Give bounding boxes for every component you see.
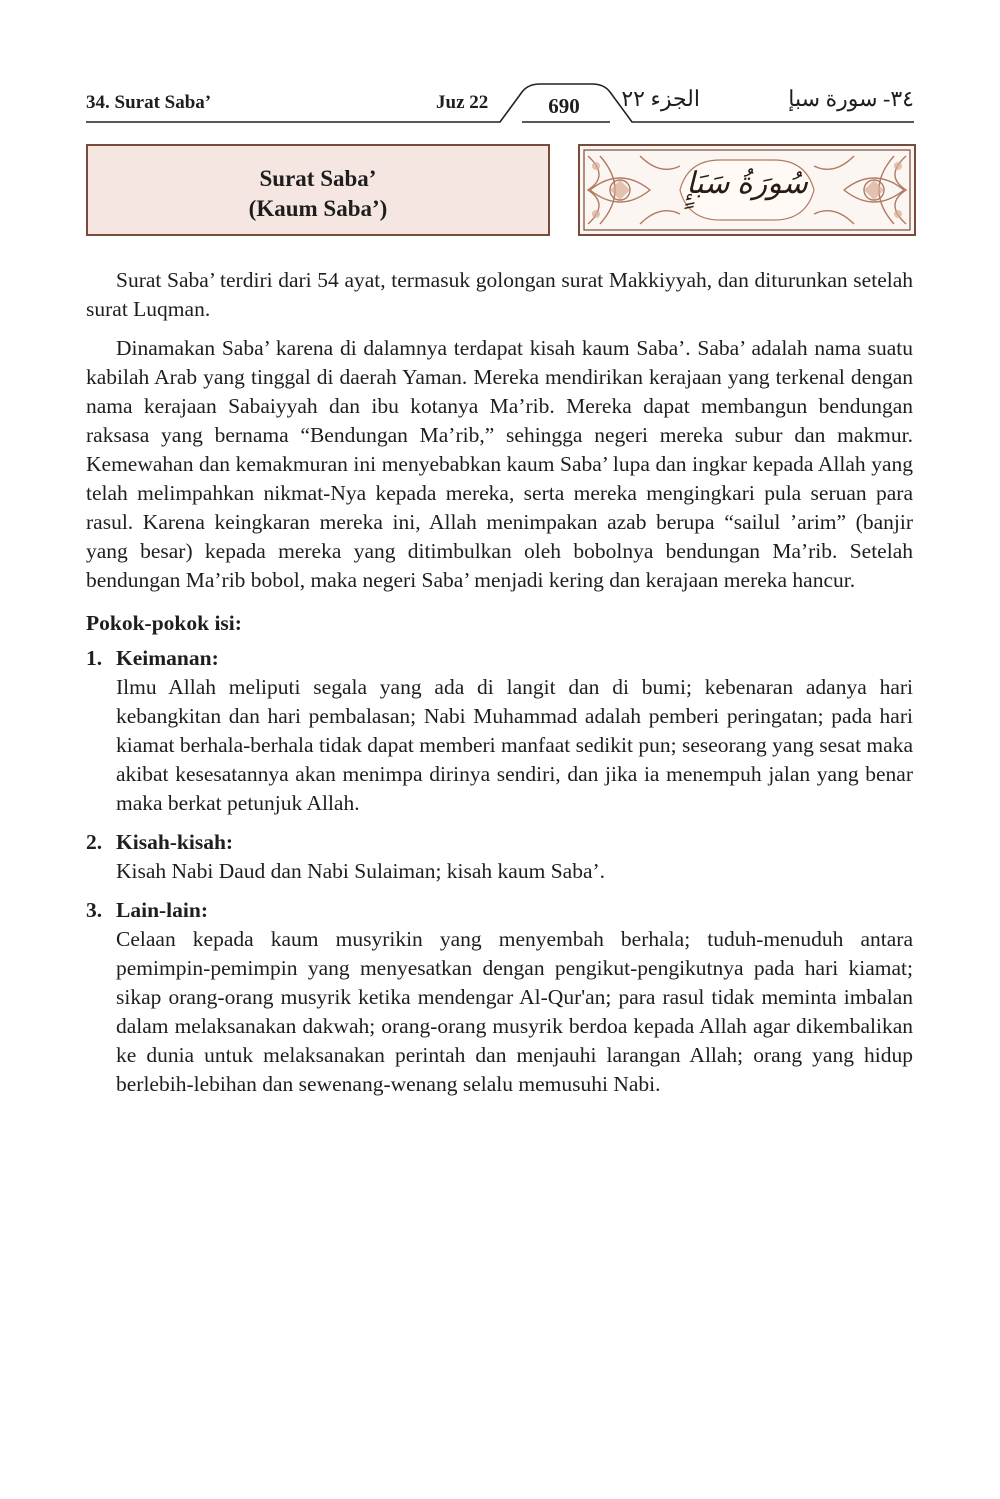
item-body: Ilmu Allah meliputi segala yang ada di langit dan di bumi; kebenaran adanya hari kebangkitan dan hari pembalasan; Nabi Muhammad adalah pemberi peringatan; pada hari kiamat berhala-berhala tidak dapat memberi manfaat sedikit pun; seseorang yang sesat maka akibat kesesatannya akan menimpa dirinya sendiri, dan jika ia menempuh jalan yang benar maka berkat petunjuk Allah.: [116, 675, 913, 815]
header-surah-label: 34. Surat Saba’: [86, 92, 212, 113]
contents-heading: Pokok-pokok isi:: [86, 611, 242, 635]
running-header: [0, 0, 1000, 130]
surah-introduction: [86, 266, 913, 1109]
surah-title: Surat Saba’: [259, 166, 377, 191]
intro-paragraph: Surat Saba’ terdiri dari 54 ayat, termasuk golongan surat Makkiyyah, dan diturunkan setelah surat Luqman.: [86, 268, 913, 321]
item-number: 1.: [86, 646, 103, 670]
item-title: Keimanan:: [116, 646, 219, 670]
item-title: Kisah-kisah:: [116, 830, 234, 854]
contents-item: [86, 644, 913, 818]
contents-item: [86, 828, 913, 886]
header-juz-label: Juz 22: [436, 92, 489, 113]
surah-subtitle: (Kaum Saba’): [248, 196, 388, 221]
item-body: Kisah Nabi Daud dan Nabi Sulaiman; kisah kaum Saba’.: [116, 859, 606, 883]
page-number: 690: [548, 94, 580, 118]
item-number: 3.: [86, 898, 103, 922]
surah-title-box: [86, 144, 550, 236]
header-arabic-surah: ٣٤- سورة سبإ: [788, 86, 914, 111]
item-number: 2.: [86, 830, 103, 854]
calligraphy-ornament: [578, 144, 916, 236]
item-title: Lain-lain:: [116, 898, 208, 922]
arabic-surah-calligraphy: سُورَةُ سَبَإٍ: [686, 167, 808, 200]
contents-item: [86, 896, 913, 1099]
header-arabic-juz: الجزء ٢٢: [621, 86, 700, 111]
item-body: Celaan kepada kaum musyrikin yang menyembah berhala; tuduh-menuduh antara pemimpin-pemimpin yang menyesatkan dengan pengikut-pengikutnya pada hari kiamat; sikap orang-orang musyrik ketika mendengar Al-Qur'an; para rasul tidak meminta imbalan dalam melaksanakan dakwah; orang-orang musyrik berdoa kepada Allah agar dikembalikan ke dunia untuk melaksanakan perintah dan menjauhi larangan Allah; orang yang hidup berlebih-lebihan dan sewenang-wenang selalu memusuhi Nabi.: [116, 927, 913, 1096]
intro-paragraph: Dinamakan Saba’ karena di dalamnya terdapat kisah kaum Saba’. Saba’ adalah nama suatu kabilah Arab yang tinggal di daerah Yaman. Mereka mendirikan kerajaan yang terkenal dengan nama kerajaan Sabaiyyah dan ibu kotanya Ma’rib. Mereka dapat membangun bendungan raksasa yang bernama “Bendungan Ma’rib,” sehingga negeri mereka subur dan makmur. Kemewahan dan kemakmuran ini menyebabkan kaum Saba’ lupa dan ingkar kepada Allah yang telah melimpahkan nikmat-Nya kepada mereka, serta mereka mengingkari pula seruan para rasul. Karena keingkaran mereka ini, Allah menimpakan azab berupa “sailul ’arim” (banjir yang besar) kepada mereka yang ditimbulkan oleh bobolnya bendungan Ma’rib. Setelah bendungan Ma’rib bobol, maka negeri Saba’ menjadi kering dan kerajaan mereka hancur.: [86, 336, 913, 592]
